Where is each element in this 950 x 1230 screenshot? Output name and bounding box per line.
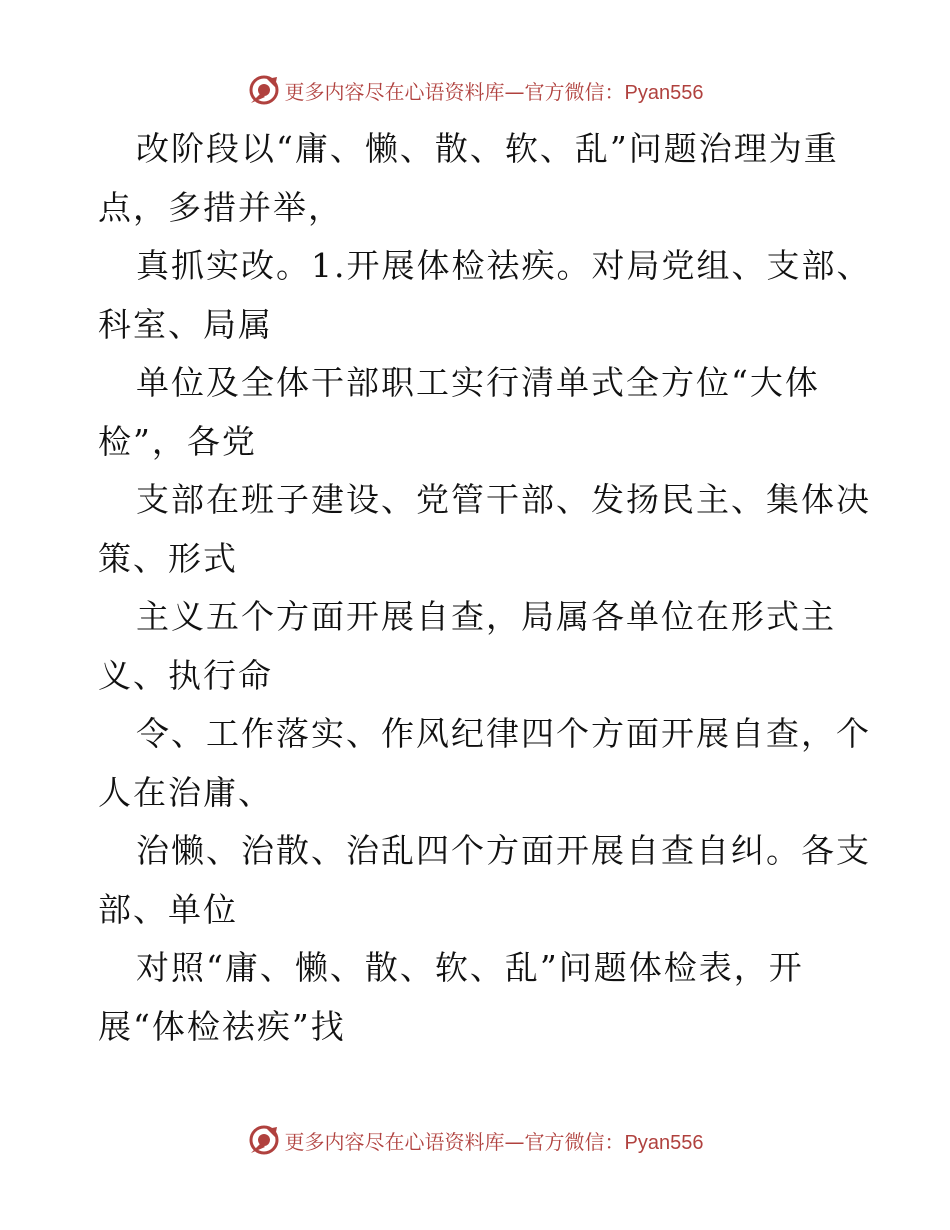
header-separator: —: [504, 79, 525, 104]
text-line: 部、单位: [98, 889, 238, 929]
text-line: 单位及全体干部职工实行清单式全方位“大体: [136, 363, 820, 402]
text-line: 支部在班子建设、党管干部、发扬民主、集体决: [136, 480, 871, 519]
text-line: 令、工作落实、作风纪律四个方面开展自查，个: [136, 714, 871, 753]
text-line: 人在治庸、: [98, 772, 273, 812]
document-body: [98, 120, 872, 1056]
text-line: 治懒、治散、治乱四个方面开展自查自纠。各支: [136, 831, 871, 870]
text-line: 检”，各党: [98, 421, 257, 461]
text-line: 真抓实改。1.开展体检祛疾。对局党组、支部、: [136, 246, 872, 285]
footer-wechat-label: 官方微信：: [524, 1129, 625, 1154]
text-line: 对照“庸、懒、散、软、乱”问题体检表，开: [136, 948, 804, 987]
footer-brand-text: 更多内容尽在心语资料库: [284, 1129, 505, 1154]
header-banner: [0, 70, 950, 110]
header-brand-text: 更多内容尽在心语资料库: [284, 79, 505, 104]
text-line: 改阶段以“庸、懒、散、软、乱”问题治理为重: [136, 129, 839, 168]
footer-banner: [0, 1120, 950, 1160]
text-line: 主义五个方面开展自查，局属各单位在形式主: [136, 597, 836, 636]
pen-circle-logo-icon: [247, 73, 281, 107]
text-line: 展“体检祛疾”找: [98, 1006, 346, 1046]
footer-wechat-id: Pyan556: [624, 1131, 704, 1154]
pen-circle-logo-icon: [247, 1123, 281, 1157]
text-line: 策、形式: [98, 538, 238, 578]
text-line: 点，多措并举，: [98, 187, 343, 227]
header-wechat-id: Pyan556: [624, 81, 704, 104]
header-banner-text: [285, 76, 704, 105]
footer-separator: —: [504, 1129, 525, 1154]
footer-banner-text: [285, 1126, 704, 1155]
text-line: 义、执行命: [98, 655, 273, 695]
header-wechat-label: 官方微信：: [524, 79, 625, 104]
text-line: 科室、局属: [98, 304, 273, 344]
